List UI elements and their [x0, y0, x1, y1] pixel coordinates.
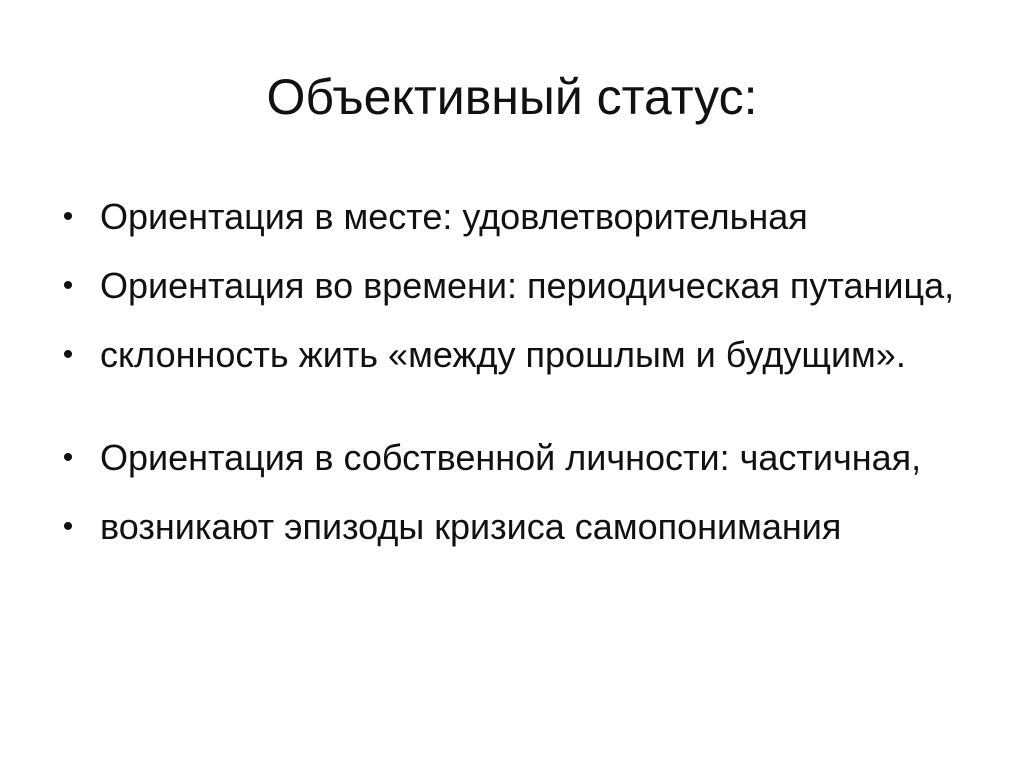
bullet-item-crisis-episodes — [58, 496, 958, 557]
bullet-icon: • — [62, 269, 74, 302]
bullet-text: возникают эпизоды кризиса самопонимания — [100, 506, 842, 547]
bullet-item-orientation-self — [58, 427, 958, 488]
bullet-text: склонность жить «между прошлым и будущим». — [100, 334, 906, 375]
slide-title: Объективный статус: — [266, 69, 758, 125]
bullet-icon: • — [62, 200, 74, 233]
bullet-item-tendency — [58, 324, 958, 385]
bullet-item-orientation-place — [58, 186, 958, 247]
bullet-icon: • — [62, 510, 74, 543]
bullet-text: Ориентация в месте: удовлетворительная — [100, 196, 808, 237]
bullet-list — [58, 186, 958, 565]
bullet-item-orientation-time — [58, 255, 958, 316]
bullet-text: Ориентация в собственной личности: частичная, — [100, 437, 922, 478]
bullet-text: Ориентация во времени: периодическая путаница, — [100, 265, 955, 306]
bullet-icon: • — [62, 441, 74, 474]
bullet-icon: • — [62, 338, 74, 371]
